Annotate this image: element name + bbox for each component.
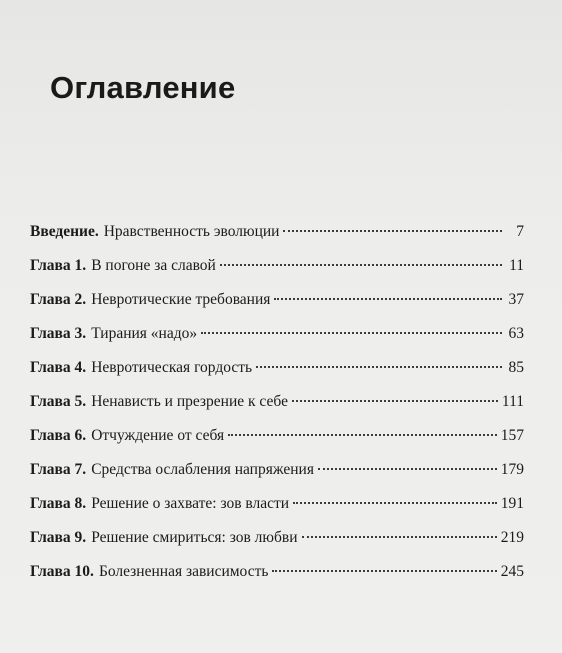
toc-entry-chapter-3 (30, 324, 524, 358)
toc-entry-page-number: 11 (509, 257, 524, 274)
dot-leader (256, 366, 502, 368)
dot-leader (228, 434, 497, 436)
dot-leader (274, 298, 502, 300)
toc-entry-title: В погоне за славой (91, 257, 216, 274)
toc-entry-page-number: 7 (516, 223, 524, 240)
toc-entry-page-number: 63 (508, 325, 524, 342)
toc-entry-page-number: 111 (501, 393, 524, 410)
toc-entry-chapter-2 (30, 290, 524, 324)
toc-entry-label: Введение. (30, 223, 99, 240)
toc-entry-label: Глава 3. (30, 325, 87, 342)
toc-entry-title: Ненависть и презрение к себе (91, 393, 288, 410)
toc-entry-page-number: 219 (500, 529, 524, 546)
dot-leader (302, 536, 497, 538)
toc-entry-label: Глава 10. (30, 563, 94, 580)
dot-leader (272, 570, 496, 572)
toc-entry-title: Нравственность эволюции (103, 223, 280, 240)
toc-entry-title: Болезненная зависимость (98, 563, 269, 580)
dot-leader (201, 332, 502, 334)
toc-entry-introduction (30, 222, 524, 256)
toc-entry-chapter-9 (30, 528, 524, 562)
toc-entry-page-number: 179 (500, 461, 524, 478)
toc-entry-label: Глава 9. (30, 529, 87, 546)
page-title: Оглавление (50, 70, 236, 105)
toc-entry-chapter-5 (30, 392, 524, 426)
toc-entry-page-number: 157 (500, 427, 524, 444)
toc-entry-chapter-4 (30, 358, 524, 392)
toc-entry-label: Глава 4. (30, 359, 87, 376)
toc-entry-chapter-8 (30, 494, 524, 528)
toc-entry-label: Глава 2. (30, 291, 87, 308)
dot-leader (318, 468, 497, 470)
toc-entry-chapter-7 (30, 460, 524, 494)
toc-entry-title: Невротические требования (91, 291, 271, 308)
toc-entry-page-number: 245 (500, 563, 524, 580)
toc-entry-title: Тирания «надо» (91, 325, 198, 342)
toc-entry-title: Средства ослабления напряжения (91, 461, 314, 478)
toc-entry-chapter-6 (30, 426, 524, 460)
dot-leader (292, 400, 498, 402)
dot-leader (283, 230, 502, 232)
toc-entry-chapter-10 (30, 562, 524, 596)
toc-entry-label: Глава 1. (30, 257, 87, 274)
toc-entry-label: Глава 8. (30, 495, 87, 512)
dot-leader (220, 264, 502, 266)
toc-entry-title: Отчуждение от себя (91, 427, 225, 444)
toc-entry-label: Глава 7. (30, 461, 87, 478)
toc-entry-title: Решение смириться: зов любви (91, 529, 298, 546)
dot-leader (293, 502, 497, 504)
toc-entry-page-number: 85 (508, 359, 524, 376)
toc-entry-title: Невротическая гордость (91, 359, 253, 376)
toc-entry-title: Решение о захвате: зов власти (91, 495, 290, 512)
toc-entry-chapter-1 (30, 256, 524, 290)
toc-entry-label: Глава 5. (30, 393, 87, 410)
toc-entry-page-number: 191 (500, 495, 524, 512)
toc-entry-label: Глава 6. (30, 427, 87, 444)
toc-entry-page-number: 37 (508, 291, 524, 308)
table-of-contents (30, 222, 524, 596)
